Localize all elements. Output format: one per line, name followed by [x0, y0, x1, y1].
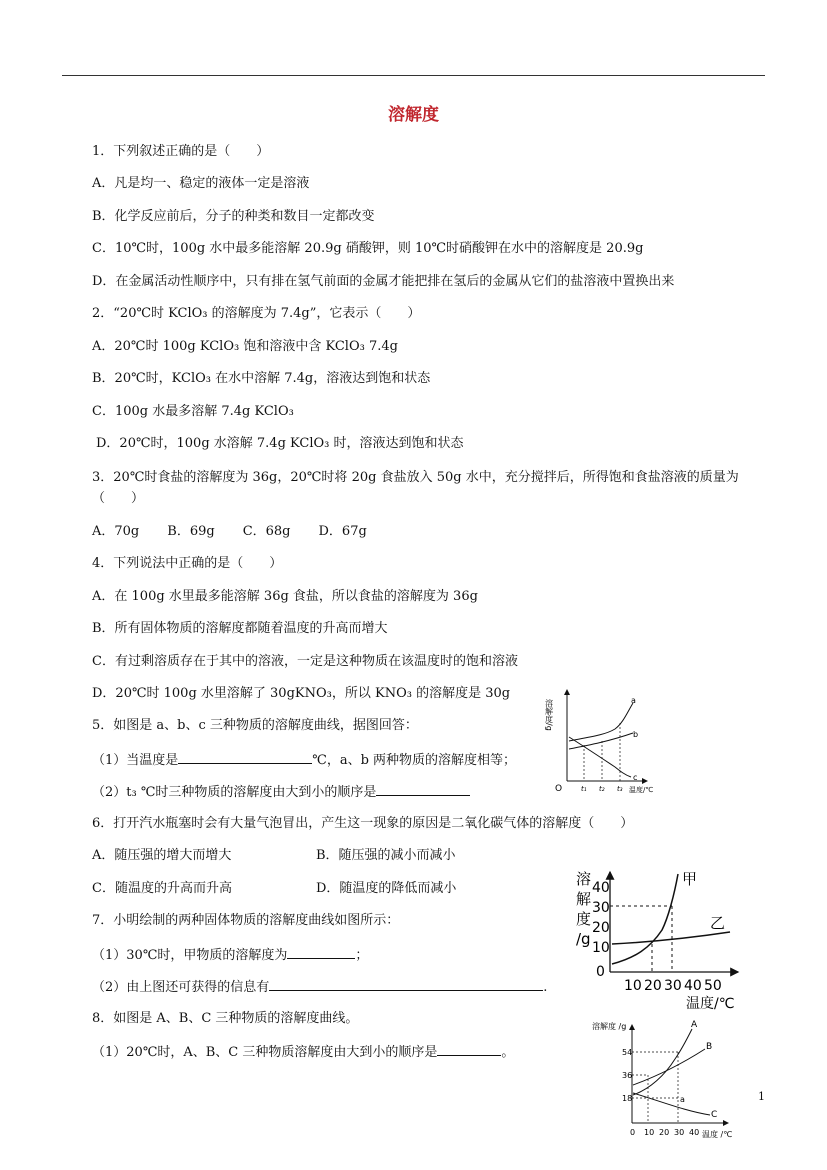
- q7-xtick-10: 10: [624, 978, 642, 994]
- q5-label-b: b: [633, 730, 639, 739]
- q7-ylabel-3: 度: [576, 910, 592, 928]
- q8-ytick-54: 54: [622, 1048, 633, 1057]
- q7-ytick-20: 20: [592, 920, 610, 936]
- q7-x-axis-label: 温度/℃: [686, 996, 735, 1012]
- q5-tick-t2: t₂: [599, 785, 605, 793]
- q8-label-C: C: [711, 1110, 718, 1120]
- q2-option-c: C．100g 水最多溶解 7.4g KClO₃: [92, 404, 294, 419]
- q1-option-d: D．在金属活动性顺序中，只有排在氢气前面的金属才能把排在氢后的金属从它们的盐溶液中置换出来: [92, 274, 675, 289]
- q7-part-2-label: （2）由上图还可获得的信息有: [92, 980, 270, 995]
- q5-curve-c: [569, 737, 631, 777]
- q5-part-1-label: （1）当温度是: [92, 753, 179, 768]
- q3-option-a: A．70g: [92, 524, 140, 539]
- q5-part-1-suffix: ℃，a、b 两种物质的溶解度相等；: [312, 753, 517, 768]
- q8-xtick-10: 10: [644, 1128, 655, 1137]
- header-rule: [62, 75, 765, 76]
- q6-option-d: D．随温度的降低而减小: [316, 881, 457, 896]
- q8-label-A: A: [691, 1020, 698, 1030]
- q7-part-1-label: （1）30℃时，甲物质的溶解度为: [92, 948, 288, 963]
- page-title: 溶解度: [388, 105, 439, 125]
- q7-answer-blank-2[interactable]: [269, 977, 543, 991]
- q5-tick-t1: t₁: [581, 785, 587, 793]
- q5-answer-blank-1[interactable]: [178, 750, 312, 764]
- q2-option-a: A．20℃时 100g KClO₃ 饱和溶液中含 KClO₃ 7.4g: [92, 339, 398, 354]
- q5-stem: 5．如图是 a、b、c 三种物质的溶解度曲线，据图回答：: [92, 718, 418, 733]
- q2-option-d: D．20℃时，100g 水溶解 7.4g KClO₃ 时，溶液达到饱和状态: [96, 436, 464, 451]
- q7-ytick-0: 0: [596, 964, 605, 980]
- q7-ytick-10: 10: [592, 940, 610, 956]
- q7-part-1-suffix: ；: [355, 948, 369, 963]
- q5-curve-a: [569, 703, 633, 741]
- q4-option-b: B．所有固体物质的溶解度都随着温度的升高而增大: [92, 621, 388, 636]
- q4-option-d: D．20℃时 100g 水里溶解了 30gKNO₃，所以 KNO₃ 的溶解度是 30g: [92, 686, 511, 701]
- q6-options-row-2: [92, 880, 456, 898]
- q8-xtick-20: 20: [659, 1128, 670, 1137]
- q1-option-c: C．10℃时，100g 水中最多能溶解 20.9g 硝酸钾，则 10℃时硝酸钾在水中的溶解度是 20.9g: [92, 241, 644, 256]
- q5-origin-label: O: [555, 784, 563, 794]
- q7-curve-jia: [612, 874, 678, 964]
- q8-part-1-label: （1）20℃时，A、B、C 三种物质溶解度由大到小的顺序是: [92, 1045, 438, 1060]
- q5-part-2: [92, 782, 470, 802]
- q5-y-axis-label: 溶解度/g: [545, 699, 554, 731]
- q5-part-1: [92, 750, 516, 770]
- q7-ytick-30: 30: [592, 900, 610, 916]
- q4-option-a: A．在 100g 水里最多能溶解 36g 食盐，所以食盐的溶解度为 36g: [92, 589, 478, 604]
- q3-option-b: B．69g: [167, 524, 215, 539]
- q7-ylabel-2: 解: [576, 890, 592, 908]
- q7-part-2-suffix: .: [543, 980, 548, 995]
- q8-part-1: [92, 1042, 514, 1062]
- q7-solubility-chart: [570, 862, 748, 1012]
- q8-ytick-18: 18: [622, 1094, 633, 1103]
- page-number: 1: [758, 1090, 765, 1103]
- q3-options: [92, 523, 367, 541]
- q3-option-c: C．68g: [242, 524, 291, 539]
- q3-option-d: D．67g: [318, 524, 367, 539]
- q5-label-c: c: [633, 773, 638, 782]
- q4-option-c: C．有过剩溶质存在于其中的溶液，一定是这种物质在该温度时的饱和溶液: [92, 654, 518, 669]
- q7-curve-yi: [612, 932, 730, 944]
- q3-stem: 3．20℃时食盐的溶解度为 36g，20℃时将 20g 食盐放入 50g 水中，充分搅拌后，所得饱和食盐溶液的质量为（ ）: [92, 470, 739, 506]
- q8-xtick-30: 30: [674, 1128, 685, 1137]
- q8-xtick-0: 0: [630, 1128, 636, 1137]
- q8-solubility-chart: [590, 1015, 745, 1145]
- q8-y-axis-label: 溶解度 /g: [592, 1022, 627, 1031]
- q5-part-2-label: （2）t₃ ℃时三种物质的溶解度由大到小的顺序是: [92, 785, 377, 800]
- q6-option-c: C．随温度的升高而升高: [92, 881, 232, 896]
- q7-xtick-20: 20: [644, 978, 662, 994]
- q2-stem: 2．“20℃时 KClO₃ 的溶解度为 7.4g”，它表示（ ）: [92, 306, 421, 321]
- q1-option-a: A．凡是均一、稳定的液体一定是溶液: [92, 176, 310, 191]
- q7-stem: 7．小明绘制的两种固体物质的溶解度曲线如图所示：: [92, 913, 400, 928]
- q8-stem: 8．如图是 A、B、C 三种物质的溶解度曲线。: [92, 1011, 359, 1026]
- q8-answer-blank-1[interactable]: [437, 1042, 501, 1056]
- q1-stem: 1．下列叙述正确的是（ ）: [92, 144, 270, 159]
- q6-option-a: A．随压强的增大而增大: [92, 848, 232, 863]
- q5-tick-t3: t₃: [617, 785, 623, 793]
- q5-x-axis-label: 温度/℃: [629, 786, 654, 794]
- q7-xtick-50: 50: [704, 978, 722, 994]
- q5-answer-blank-2[interactable]: [376, 782, 470, 796]
- q4-stem: 4．下列说法中正确的是（ ）: [92, 556, 283, 571]
- q5-curve-b: [569, 733, 633, 749]
- q7-label-yi: 乙: [710, 914, 726, 932]
- q8-x-axis-label: 温度 /℃: [702, 1130, 733, 1139]
- q7-answer-blank-1[interactable]: [287, 945, 355, 959]
- q2-option-b: B．20℃时，KClO₃ 在水中溶解 7.4g，溶液达到饱和状态: [92, 371, 431, 386]
- q7-ylabel-4: /g: [576, 930, 591, 948]
- q1-option-b: B．化学反应前后，分子的种类和数目一定都改变: [92, 209, 375, 224]
- q5-label-a: a: [631, 696, 636, 705]
- q7-ylabel-1: 溶: [576, 870, 592, 888]
- q7-xtick-40: 40: [684, 978, 702, 994]
- q8-label-B: B: [706, 1042, 713, 1052]
- q6-options-row-1: [92, 847, 456, 865]
- q8-point-label-a: a: [680, 1095, 685, 1104]
- q8-part-1-suffix: 。: [501, 1045, 515, 1060]
- q8-curve-C: [633, 1093, 710, 1115]
- q8-ytick-36: 36: [622, 1071, 633, 1080]
- q7-label-jia: 甲: [682, 870, 698, 888]
- q8-xtick-40: 40: [689, 1128, 700, 1137]
- q7-part-1: [92, 945, 368, 965]
- q6-option-b: B．随压强的减小而减小: [316, 848, 456, 863]
- q6-stem: 6．打开汽水瓶塞时会有大量气泡冒出，产生这一现象的原因是二氧化碳气体的溶解度（ ）: [92, 816, 634, 831]
- q7-part-2: [92, 977, 547, 997]
- q5-solubility-chart: [545, 685, 670, 797]
- q7-ytick-40: 40: [592, 880, 610, 896]
- q7-xtick-30: 30: [664, 978, 682, 994]
